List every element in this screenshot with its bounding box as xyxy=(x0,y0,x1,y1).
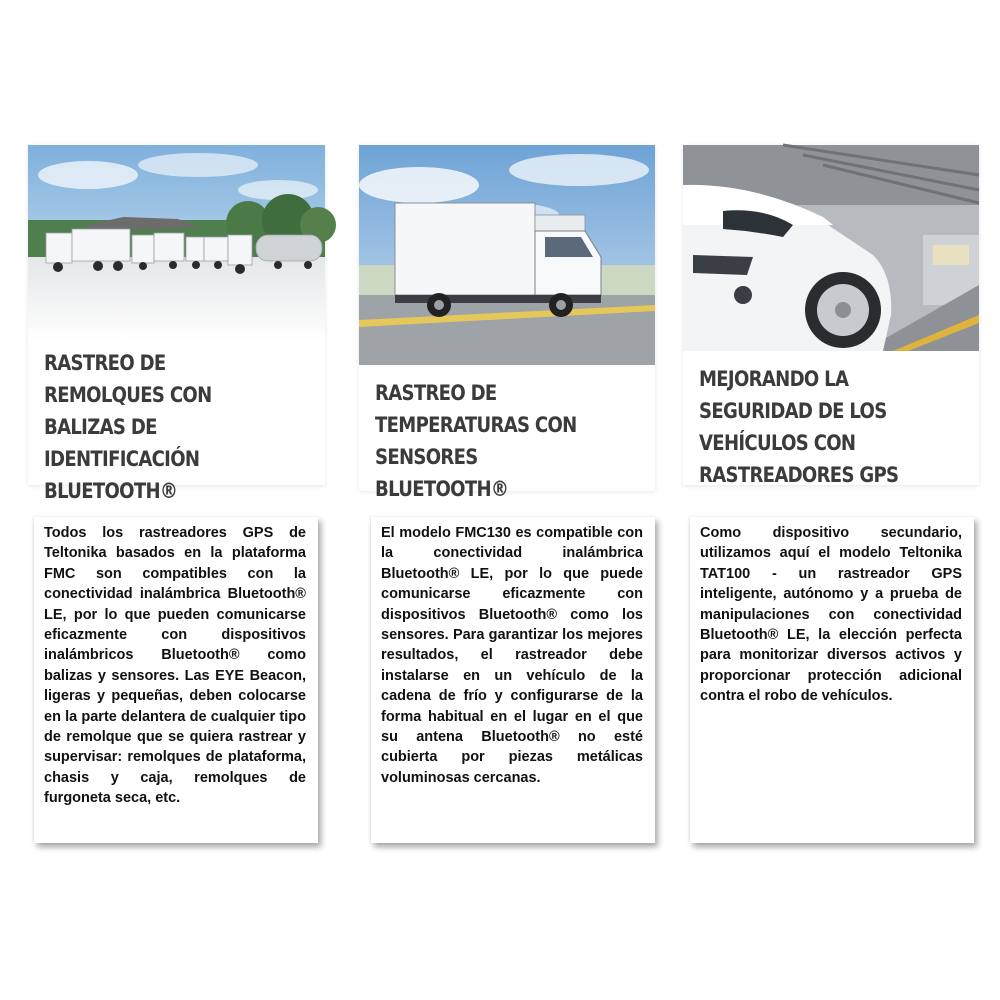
card-description: Como dispositivo secundario, utilizamos aquí el modelo Teltonika TAT100 - un rastreador GPS inteligente, autónomo y a prueba de manipulaciones con conectividad Bluetooth® LE, la elección perfecta para monitorizar diversos activos y proporcionar protección adicional contra el robo de vehículos. xyxy=(700,525,962,705)
card-description: Todos los rastreadores GPS de Teltonika basados en la plataforma FMC son compatibles con la conectividad inalámbrica Bluetooth® LE, por lo que pueden comunicarse eficazmente con dispositivos inalámbricos Bluetooth® como balizas y sensores. Las EYE Beacon, ligeras y pequeñas, deben colocarse en la parte delantera de cualquier tipo de remolque que se quiera rastrear y supervisar: remolques de plataforma, chasis y caja, remolques de furgoneta seca, etc. xyxy=(44,525,306,807)
card-vehicle-security xyxy=(683,145,979,485)
card-description: El modelo FMC130 es compatible con la conectividad inalámbrica Bluetooth® LE, por lo que puede comunicarse eficazmente con dispositivos Bluetooth® como los sensores. Para garantizar los mejores resultados, el rastreador debe instalarse en un vehículo de la cadena de frío y configurarse de la forma habitual en el lugar en el que su antena Bluetooth® no esté cubierta por piezas metálicas voluminosas cercanas. xyxy=(381,525,643,786)
trucks-photo xyxy=(28,145,325,341)
description-box xyxy=(34,517,318,843)
description-box xyxy=(690,517,974,843)
description-box xyxy=(371,517,655,843)
card-temperature-tracking xyxy=(359,145,655,501)
white-car-photo xyxy=(683,145,979,351)
card-title: RASTREO DE REMOLQUES CON BALIZAS DE IDENTIFICACIÓN BLUETOOTH® xyxy=(44,351,212,503)
refrigerated-truck-photo xyxy=(359,145,655,365)
card-title: MEJORANDO LA SEGURIDAD DE LOS VEHÍCULOS CON RASTREADORES GPS xyxy=(699,367,899,487)
card-title: RASTREO DE TEMPERATURAS CON SENSORES BLUETOOTH® xyxy=(375,381,577,501)
card-trailer-tracking xyxy=(28,145,325,503)
